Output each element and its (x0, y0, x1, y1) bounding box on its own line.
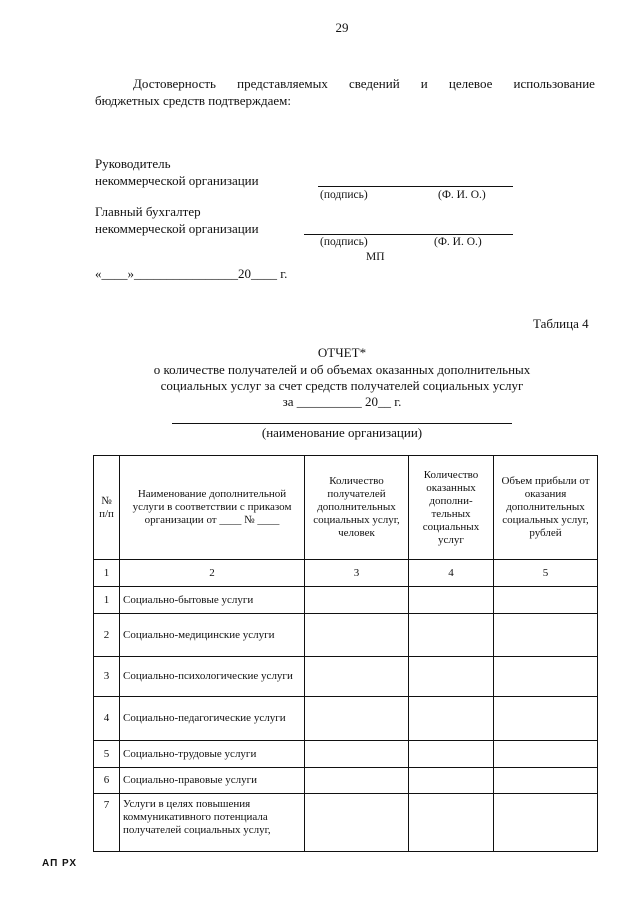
accountant-sign-label: (подпись) (320, 236, 368, 248)
confirmation-word: использование (513, 76, 595, 91)
row-number: 5 (94, 741, 120, 768)
row-number: 1 (94, 587, 120, 614)
profit-cell (494, 657, 598, 697)
services-count-cell (409, 768, 494, 794)
row-number: 7 (94, 794, 120, 852)
row-service-name: Социально-правовые услуги (120, 768, 305, 794)
row-service-name: Социально-медицинские услуги (120, 614, 305, 657)
confirmation-word: представляемых (237, 76, 328, 91)
recipients-cell (305, 614, 409, 657)
header-services-count: Количество оказанных дополни-тельных социальных услуг (409, 456, 494, 560)
confirmation-word: сведений (348, 76, 400, 91)
row-number: 3 (94, 657, 120, 697)
row-number: 6 (94, 768, 120, 794)
recipients-cell (305, 587, 409, 614)
table-row (94, 587, 598, 614)
recipients-cell (305, 794, 409, 852)
report-table (93, 455, 598, 852)
confirmation-word: Достоверность (133, 76, 216, 91)
footer-mark: АП РХ (42, 858, 78, 869)
confirmation-line-2: бюджетных средств подтверждаем: (95, 93, 291, 108)
row-number: 2 (94, 614, 120, 657)
profit-cell (494, 614, 598, 657)
accountant-title (95, 203, 259, 237)
profit-cell (494, 741, 598, 768)
accountant-signature-line (304, 234, 513, 235)
table-row (94, 657, 598, 697)
table-label: Таблица 4 (533, 316, 589, 331)
table-header-row (94, 456, 598, 560)
row-service-name: Социально-педагогические услуги (120, 697, 305, 741)
column-number: 3 (305, 560, 409, 587)
signature-date: «____»________________20____ г. (95, 266, 288, 281)
page-number: 29 (335, 20, 349, 35)
table-row (94, 614, 598, 657)
recipients-cell (305, 697, 409, 741)
profit-cell (494, 768, 598, 794)
row-service-name: Социально-трудовые услуги (120, 741, 305, 768)
column-number: 4 (409, 560, 494, 587)
services-count-cell (409, 741, 494, 768)
stamp-mark: МП (366, 251, 385, 263)
accountant-title-line2: некоммерческой организации (95, 221, 259, 236)
column-number: 2 (120, 560, 305, 587)
row-service-name: Услуги в целях повышения коммуникативного потенциала получателей социальных услуг, (120, 794, 305, 852)
confirmation-word: и (420, 76, 428, 91)
head-title (95, 155, 259, 189)
header-number: № п/п (94, 456, 120, 560)
head-sign-label: (подпись) (320, 189, 368, 201)
recipients-cell (305, 741, 409, 768)
header-recipients: Количество получателей дополнительных социальных услуг, человек (305, 456, 409, 560)
recipients-cell (305, 657, 409, 697)
profit-cell (494, 794, 598, 852)
accountant-title-line1: Главный бухгалтер (95, 204, 201, 219)
table-row (94, 794, 598, 852)
profit-cell (494, 697, 598, 741)
confirmation-line-1 (95, 75, 595, 92)
recipients-cell (305, 768, 409, 794)
column-numbers-row (94, 560, 598, 587)
table-row (94, 768, 598, 794)
header-profit: Объем прибыли от оказания дополнительных социальных услуг, рублей (494, 456, 598, 560)
services-count-cell (409, 794, 494, 852)
report-title: ОТЧЕТ* (317, 345, 367, 360)
row-service-name: Социально-психологические услуги (120, 657, 305, 697)
table-row (94, 741, 598, 768)
organization-name-line (172, 423, 512, 424)
services-count-cell (409, 657, 494, 697)
column-number: 1 (94, 560, 120, 587)
header-service-name: Наименование дополнительной услуги в соответствии с приказом организации от ____ № ____ (120, 456, 305, 560)
head-title-line2: некоммерческой организации (95, 173, 259, 188)
head-title-line1: Руководитель (95, 156, 171, 171)
report-subtitle-1: о количестве получателей и об объемах оказанных дополнительных (153, 362, 531, 377)
organization-caption: (наименование организации) (261, 425, 423, 440)
services-count-cell (409, 587, 494, 614)
row-number: 4 (94, 697, 120, 741)
head-signature-line (318, 186, 513, 187)
profit-cell (494, 587, 598, 614)
table-row (94, 697, 598, 741)
accountant-name-label: (Ф. И. О.) (434, 236, 482, 248)
services-count-cell (409, 697, 494, 741)
services-count-cell (409, 614, 494, 657)
row-service-name: Социально-бытовые услуги (120, 587, 305, 614)
head-name-label: (Ф. И. О.) (438, 189, 486, 201)
report-period: за __________ 20__ г. (282, 394, 402, 409)
report-subtitle-2: социальных услуг за счет средств получателей социальных услуг (160, 378, 524, 393)
confirmation-paragraph (95, 75, 595, 109)
column-number: 5 (494, 560, 598, 587)
confirmation-word: целевое (448, 76, 493, 91)
